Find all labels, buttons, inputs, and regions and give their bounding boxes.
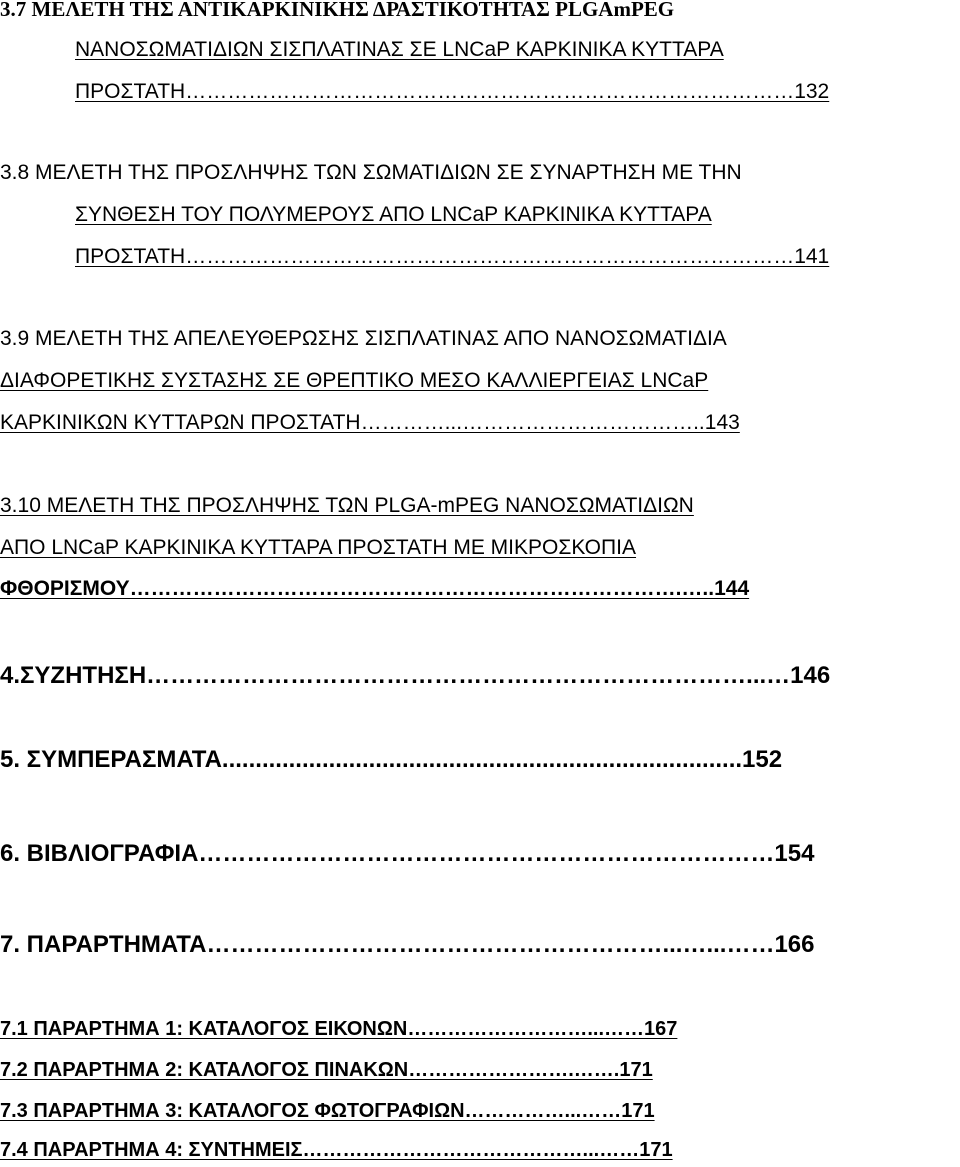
- toc-entry-3-10-line-2[interactable]: ΑΠΟ LNCaP ΚΑΡΚΙΝΙΚΑ ΚΥΤΤΑΡΑ ΠΡΟΣΤΑΤΗ ΜΕ ΜΙΚΡΟΣΚΟΠΙΑ: [0, 536, 637, 559]
- toc-entry-3-10-line-3[interactable]: ΦΘΟΡΙΣΜΟΥ…………………………………………………………………….…..144: [0, 577, 750, 600]
- toc-entry-3-10-line-1[interactable]: 3.10 ΜΕΛΕΤΗ ΤΗΣ ΠΡΟΣΛΗΨΗΣ ΤΩΝ PLGA-mPEG ΝΑΝΟΣΩΜΑΤΙΔΙΩΝ: [0, 494, 694, 517]
- toc-appendix-7-4[interactable]: 7.4 ΠΑΡΑΡΤΗΜΑ 4: ΣΥΝΤΗΜΕΙΣ……………………………………...……171: [0, 1139, 673, 1161]
- toc-entry-3-8-line-3[interactable]: ΠΡΟΣΤΑΤΗ……………………………………………………………………………141: [75, 245, 830, 268]
- toc-entry-3-8-line-2[interactable]: ΣΥΝΘΕΣΗ ΤΟΥ ΠΟΛΥΜΕΡΟΥΣ ΑΠΟ LNCaP ΚΑΡΚΙΝΙΚΑ ΚΥΤΤΑΡΑ: [75, 203, 712, 226]
- toc-entry-3-7-line-1[interactable]: 3.7 ΜΕΛΕΤΗ ΤΗΣ ΑΝΤΙΚΑΡΚΙΝΙΚΗΣ ΔΡΑΣΤΙΚΟΤΗΤΑΣ PLGAmPEG: [0, 0, 675, 21]
- toc-entry-3-9-line-3[interactable]: ΚΑΡΚΙΝΙΚΩΝ ΚΥΤΤΑΡΩΝ ΠΡΟΣΤΑΤΗ…………...……………………………..143: [0, 411, 740, 434]
- toc-entry-3-7-line-2[interactable]: ΝΑΝΟΣΩΜΑΤΙΔΙΩΝ ΣΙΣΠΛΑΤΙΝΑΣ ΣΕ LNCaP ΚΑΡΚΙΝΙΚΑ ΚΥΤΤΑΡΑ: [75, 38, 724, 61]
- toc-appendix-7-1[interactable]: 7.1 ΠΑΡΑΡΤΗΜΑ 1: ΚΑΤΑΛΟΓΟΣ ΕΙΚΟΝΩΝ………………………...……167: [0, 1018, 678, 1040]
- toc-section-5[interactable]: 5. ΣΥΜΠΕΡΑΣΜΑΤΑ..............................................................................152: [0, 746, 783, 773]
- toc-section-7[interactable]: 7. ΠΑΡΑΡΤΗΜΑΤΑ…………………………………………………...…...……166: [0, 931, 815, 958]
- toc-entry-3-9-line-1[interactable]: 3.9 ΜΕΛΕΤΗ ΤΗΣ ΑΠΕΛΕΥΘΕΡΩΣΗΣ ΣΙΣΠΛΑΤΙΝΑΣ ΑΠΟ ΝΑΝΟΣΩΜΑΤΙΔΙΑ: [0, 327, 727, 350]
- toc-appendix-7-3[interactable]: 7.3 ΠΑΡΑΡΤΗΜΑ 3: ΚΑΤΑΛΟΓΟΣ ΦΩΤΟΓΡΑΦΙΩΝ……………...……171: [0, 1100, 655, 1122]
- toc-section-6[interactable]: 6. ΒΙΒΛΙΟΓΡΑΦΙΑ………………………………………………………………154: [0, 840, 815, 867]
- toc-section-4[interactable]: 4.ΣΥΖΗΤΗΣΗ…………………………………………………………………...…146: [0, 662, 831, 689]
- toc-entry-3-8-line-1[interactable]: 3.8 ΜΕΛΕΤΗ ΤΗΣ ΠΡΟΣΛΗΨΗΣ ΤΩΝ ΣΩΜΑΤΙΔΙΩΝ ΣΕ ΣΥΝΑΡΤΗΣΗ ΜΕ ΤΗΝ: [0, 161, 742, 184]
- toc-entry-3-9-line-2[interactable]: ΔΙΑΦΟΡΕΤΙΚΗΣ ΣΥΣΤΑΣΗΣ ΣΕ ΘΡΕΠΤΙΚΟ ΜΕΣΟ ΚΑΛΛΙΕΡΓΕΙΑΣ LNCaP: [0, 369, 709, 392]
- toc-appendix-7-2[interactable]: 7.2 ΠΑΡΑΡΤΗΜΑ 2: ΚΑΤΑΛΟΓΟΣ ΠΙΝΑΚΩΝ…………………….…….171: [0, 1059, 653, 1081]
- toc-entry-3-7-line-3[interactable]: ΠΡΟΣΤΑΤΗ……………………………………………………………………………132: [75, 80, 830, 103]
